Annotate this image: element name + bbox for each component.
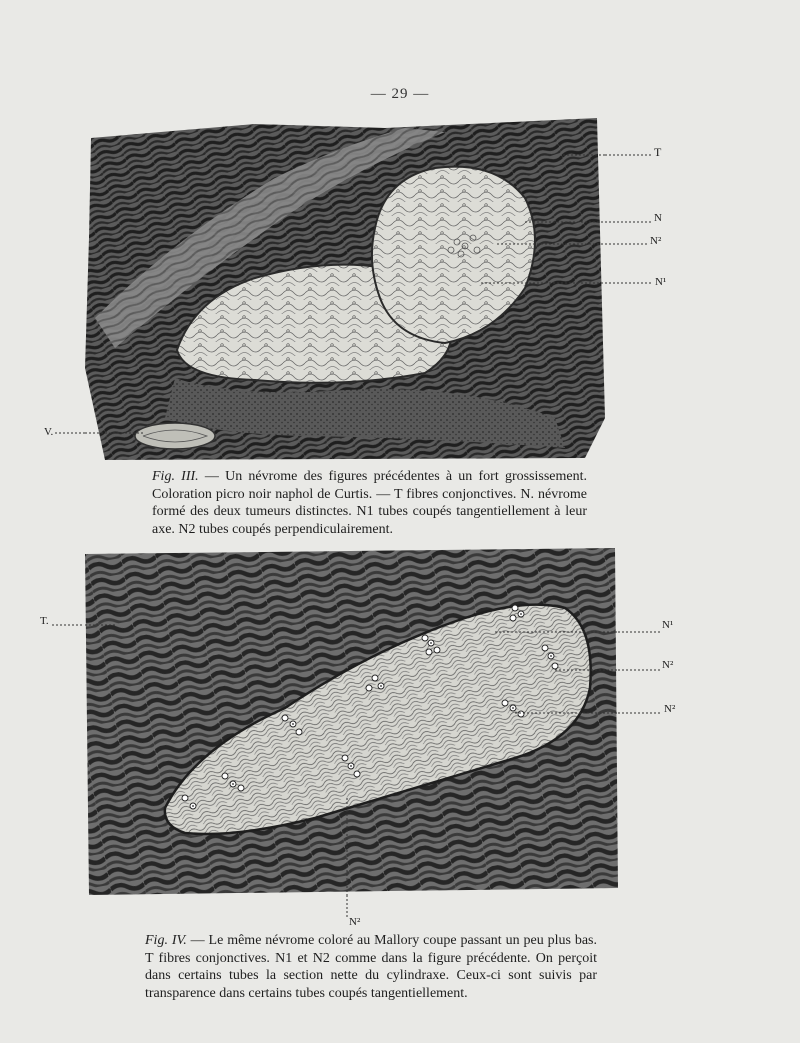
fig3-label-n: N [654,212,662,224]
fig4-label-n2-upper: N² [662,659,674,671]
figure-3-plate [85,118,605,464]
fig4-label-t: T. [40,615,49,627]
figure-3-caption-lead: Fig. III. [152,469,199,484]
fig4-label-n1: N¹ [662,619,674,631]
figure-3-leader-lines [605,150,655,290]
fig4-label-n2-bottom: N² [349,916,361,928]
fig3-label-v: V. [44,426,54,438]
figure-3-caption-text: — Un névrome des figures précédentes à un fort grossissement. Coloration picro noir naphol de Curtis. — T fibres conjonctives. N. névrome formé des deux tumeurs distinctes. N1 tubes coupés tangentiellement à leur axe. N2 tubes coupés perpendiculairement. [152,469,587,537]
page-number: — 29 — [370,86,430,102]
fig3-label-t: T [654,145,662,159]
figure-3-illustration [85,118,605,464]
figure-4-leader-t [52,620,86,630]
figure-4-leader-lines [618,628,668,718]
figure-3-caption [152,468,587,538]
figure-4-illustration [85,548,618,895]
figure-4-caption-lead: Fig. IV. [145,933,187,948]
figure-4-caption [145,932,597,1002]
fig4-label-n2-lower: N² [664,703,676,715]
fig3-label-n2: N² [650,235,662,247]
figure-3-leader-v [55,428,87,438]
figure-4-plate [85,548,618,895]
figure-4-caption-text: — Le même névrome coloré au Mallory coupe passant un peu plus bas. T fibres conjonctives. N1 et N2 comme dans la figure précédente. On perçoit dans certains tubes la section nette du cylindraxe. Ceux-ci sont suivis par transparence dans certains tubes coupés tangentiellement. [145,933,597,1001]
fig3-label-n1: N¹ [655,276,667,288]
